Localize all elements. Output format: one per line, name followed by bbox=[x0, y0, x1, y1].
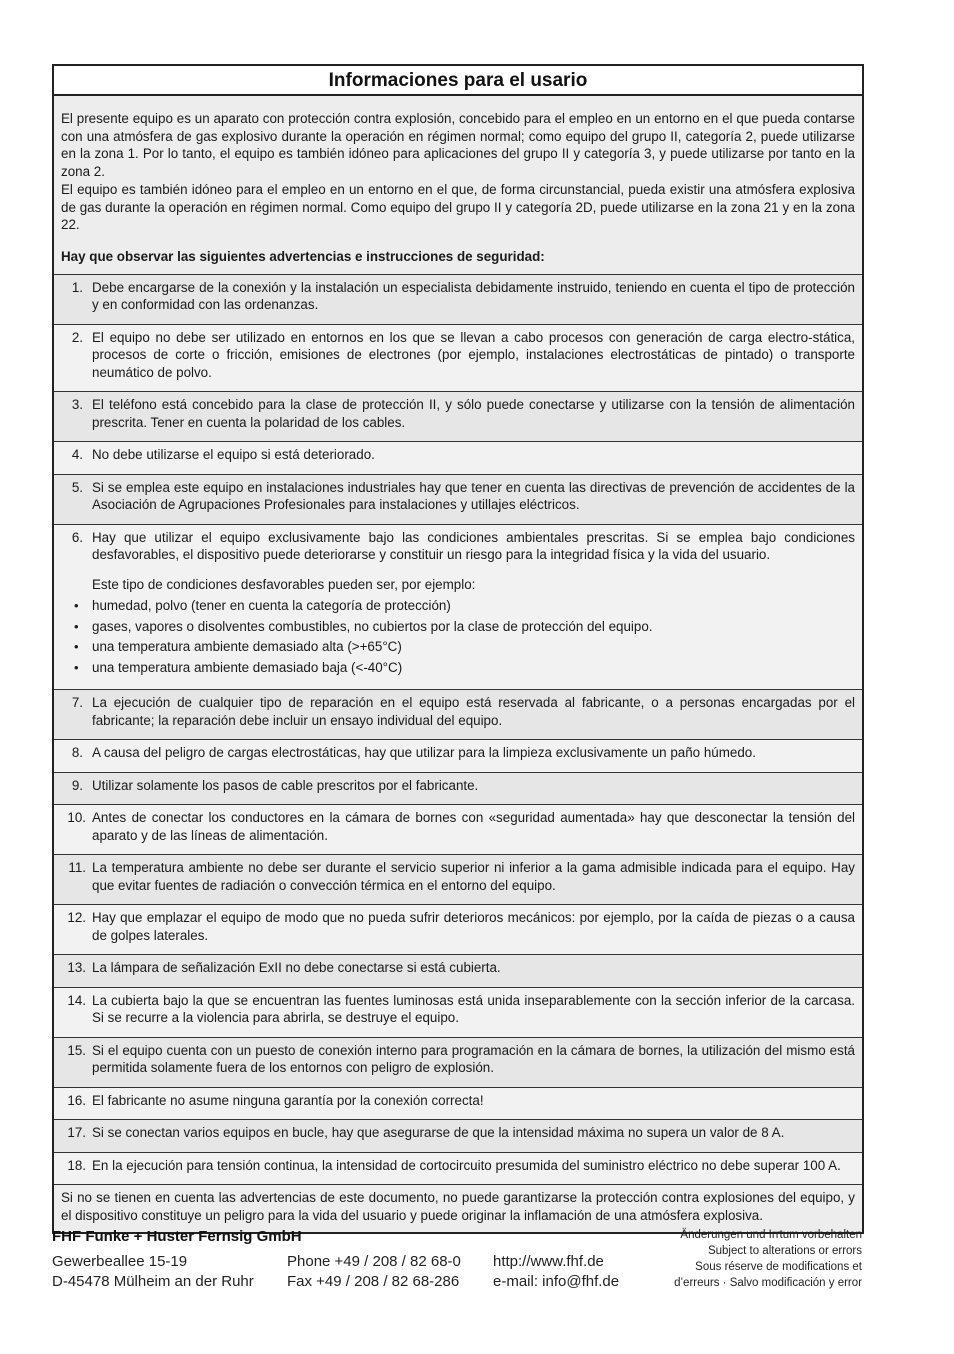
page-title: Informaciones para el usario bbox=[54, 66, 862, 96]
safety-item bbox=[54, 442, 862, 475]
safety-item bbox=[54, 392, 862, 442]
item-number: 15. bbox=[67, 1042, 86, 1058]
legal-line-3: Sous réserve de modifications et bbox=[695, 1261, 862, 1273]
item-number: 16. bbox=[67, 1092, 86, 1108]
website-link[interactable]: http://www.fhf.de bbox=[493, 1253, 604, 1270]
company-name: FHF Funke + Huster Fernsig GmbH bbox=[52, 1228, 302, 1245]
item-number: 10. bbox=[67, 810, 86, 825]
warnings-heading: Hay que observar las siguientes advertencias e instrucciones de seguridad: bbox=[54, 241, 862, 275]
legal-notice bbox=[674, 1227, 862, 1291]
item-number: 3. bbox=[71, 397, 83, 412]
intro-paragraph-1: El presente equipo es un aparato con protección contra explosión, concebido para el empleo en un entorno en el que pueda contarse con una atmósfera de gas explosivo durante la operación en régimen normal; como equipo del grupo II, categoría 2, puede utilizarse en la zona 1. Por lo tanto, el equipo es también idóneo para aplicaciones del grupo II y categoría 3, y puede utilizarse por tanto en la zona 2. bbox=[61, 111, 855, 179]
safety-item bbox=[54, 1120, 862, 1153]
safety-item bbox=[54, 988, 862, 1038]
address-street: Gewerbeallee 15-19 bbox=[52, 1253, 188, 1270]
safety-item bbox=[54, 690, 862, 740]
intro-section bbox=[54, 96, 862, 241]
safety-items-list bbox=[54, 275, 862, 1186]
item-text: El fabricante no asume ninguna garantía por la conexión correcta! bbox=[92, 1092, 484, 1108]
closing-paragraph: Si no se tienen en cuenta las advertencias de este documento, no puede garantizarse la protección contra explosiones del equipo, y el dispositivo constituye un peligro para la vida del usuario y puede originar la inflamación de una atmósfera explosiva. bbox=[61, 1190, 855, 1223]
item-text: Si el equipo cuenta con un puesto de conexión interno para programación en la cámara de bornes, la utilización del mismo está permitida solamente fuera de los entornos con peligro de explosión. bbox=[92, 1042, 855, 1075]
item-text: Si se emplea este equipo en instalaciones industriales hay que tener en cuenta las directivas de prevención de accidentes de la Asociación de Agrupaciones Profesionales para instalaciones y utillajes eléctricos. bbox=[92, 479, 855, 512]
bullet-item: • gases, vapores o disolventes combustibles, no cubiertos por la clase de protección del equipo. bbox=[92, 618, 855, 636]
item-text: Hay que utilizar el equipo exclusivamente bajo las condiciones ambientales prescritas. Si se emplea bajo condiciones desfavorables, el dispositivo puede deteriorarse y constituir un riesgo para la integridad física y la vida del usuario. bbox=[92, 529, 855, 562]
safety-item bbox=[54, 325, 862, 393]
item-number: 13. bbox=[67, 960, 86, 975]
safety-item bbox=[54, 275, 862, 325]
item-text: El equipo no debe ser utilizado en entornos en los que se llevan a cabo procesos con generación de carga electro-stática, procesos de corte o fricción, emisiones de electrones (por ejemplo, instalaciones electrostáticas de pintado) o transporte neumático de polvo. bbox=[92, 329, 855, 380]
item-number: 2. bbox=[71, 329, 83, 345]
item-number: 17. bbox=[67, 1125, 86, 1140]
item-text: Debe encargarse de la conexión y la instalación un especialista debidamente instruido, teniendo en cuenta el tipo de protección y en conformidad con las ordenanzas. bbox=[92, 279, 855, 312]
safety-item bbox=[54, 475, 862, 525]
bullet-item: • humedad, polvo (tener en cuenta la categoría de protección) bbox=[92, 597, 855, 615]
item-number: 1. bbox=[71, 279, 83, 295]
bullet-item: • una temperatura ambiente demasiado alta (>+65°C) bbox=[92, 638, 855, 656]
item-subtext: Este tipo de condiciones desfavorables pueden ser, por ejemplo: bbox=[92, 576, 476, 592]
safety-item bbox=[54, 855, 862, 905]
item-text: La lámpara de señalización ExII no debe conectarse si está cubierta. bbox=[92, 960, 501, 975]
item-number: 14. bbox=[67, 992, 86, 1008]
item-number: 5. bbox=[71, 479, 83, 495]
footer bbox=[52, 1226, 862, 1316]
item-text: La ejecución de cualquier tipo de reparación en el equipo está reservada al fabricante, o a personas encargadas por el fabricante; la reparación debe incluir un ensayo individual del equipo. bbox=[92, 695, 855, 728]
legal-line-4: d’erreurs · Salvo modificación y error bbox=[674, 1277, 862, 1289]
legal-line-2: Subject to alterations or errors bbox=[707, 1245, 862, 1257]
item-number: 8. bbox=[71, 745, 83, 760]
phone-number: Phone +49 / 208 / 82 68-0 bbox=[287, 1253, 461, 1270]
safety-item bbox=[54, 1153, 862, 1186]
safety-item bbox=[54, 905, 862, 955]
item-text: La temperatura ambiente no debe ser durante el servicio superior ni inferior a la gama admisible indicada para el equipo. Hay que evitar fuentes de radiación o convección térmica en el entorno del equipo. bbox=[92, 860, 855, 893]
item-number: 18. bbox=[67, 1157, 86, 1173]
item-text: Si se conectan varios equipos en bucle, hay que asegurarse de que la intensidad máxima no supera un valor de 8 A. bbox=[92, 1125, 785, 1140]
item-bullet-list bbox=[92, 597, 855, 676]
item-text: Hay que emplazar el equipo de modo que no pueda sufrir deterioros mecánicos: por ejemplo, por la caída de piezas o a causa de golpes laterales. bbox=[92, 910, 855, 943]
safety-item bbox=[54, 805, 862, 855]
item-number: 9. bbox=[71, 777, 83, 793]
safety-info-box bbox=[52, 64, 864, 1234]
email-link[interactable]: e-mail: info@fhf.de bbox=[493, 1273, 620, 1290]
item-text: Antes de conectar los conductores en la cámara de bornes con «seguridad aumentada» hay que desconectar la tensión del aparato y de las líneas de alimentación. bbox=[92, 810, 855, 843]
item-text: No debe utilizarse el equipo si está deteriorado. bbox=[92, 447, 375, 462]
intro-paragraph-2: El equipo es también idóneo para el empleo en un entorno en el que, de forma circunstancial, pueda existir una atmósfera explosiva de gas durante la operación en régimen normal. Como equipo del grupo II y categoría 2D, puede utilizarse en la zona 21 y en la zona 22. bbox=[61, 182, 855, 232]
item-number: 6. bbox=[71, 529, 83, 545]
item-number: 4. bbox=[71, 447, 83, 462]
item-number: 7. bbox=[71, 695, 83, 710]
item-text: El teléfono está concebido para la clase de protección II, y sólo puede conectarse y utilizarse con la tensión de alimentación prescrita. Tener en cuenta la polaridad de los cables. bbox=[92, 397, 855, 430]
item-number: 11. bbox=[68, 860, 86, 875]
safety-item bbox=[54, 1038, 862, 1088]
item-text: A causa del peligro de cargas electrostáticas, hay que utilizar para la limpieza exclusivamente un paño húmedo. bbox=[92, 745, 756, 760]
bullet-item: • una temperatura ambiente demasiado baja (<-40°C) bbox=[92, 659, 855, 677]
item-text: La cubierta bajo la que se encuentran las fuentes luminosas está unida inseparablemente con la sección inferior de la carcasa. Si se recurre a la violencia para abrirla, se destruye el equipo. bbox=[92, 992, 855, 1025]
legal-line-1: Änderungen und Irrtum vorbehalten bbox=[680, 1229, 862, 1241]
safety-item bbox=[54, 740, 862, 773]
safety-item bbox=[54, 773, 862, 806]
item-text: Utilizar solamente los pasos de cable prescritos por el fabricante. bbox=[92, 777, 479, 793]
address-city: D-45478 Mülheim an der Ruhr bbox=[52, 1273, 254, 1290]
fax-number: Fax +49 / 208 / 82 68-286 bbox=[287, 1273, 460, 1290]
safety-item bbox=[54, 955, 862, 988]
safety-item bbox=[54, 1088, 862, 1121]
safety-item bbox=[54, 525, 862, 691]
item-text: En la ejecución para tensión continua, la intensidad de cortocircuito presumida del suministro eléctrico no debe superar 100 A. bbox=[92, 1157, 841, 1173]
item-number: 12. bbox=[67, 910, 86, 925]
